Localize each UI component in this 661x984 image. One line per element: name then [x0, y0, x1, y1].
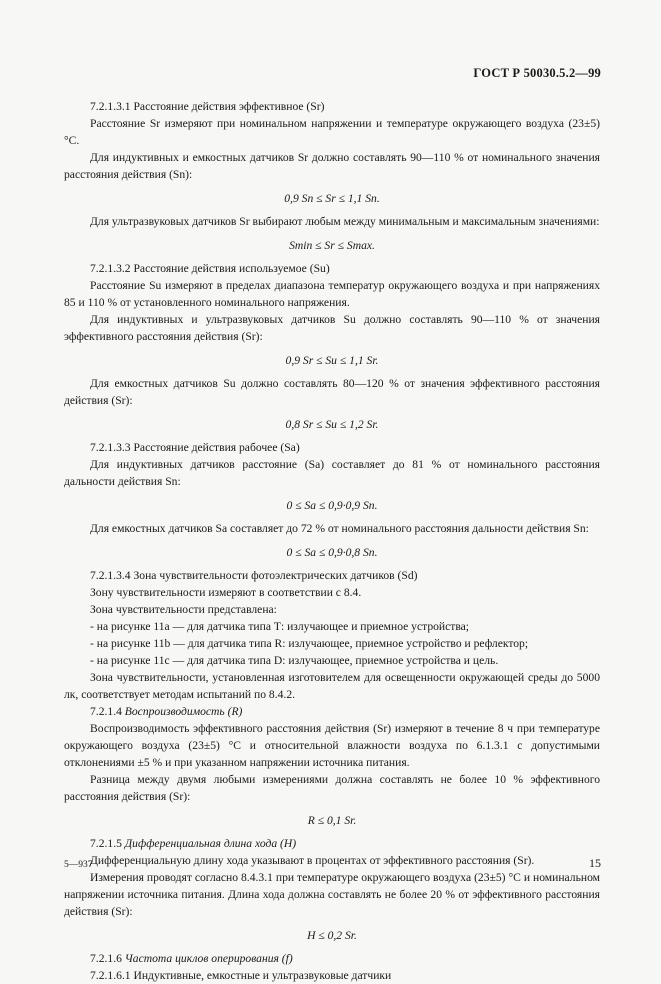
list-item: - на рисунке 11b — для датчика типа R: излучающее, приемное устройство и рефлектор;: [90, 637, 529, 650]
section-number: 7.2.1.4: [90, 705, 122, 718]
paragraph: Для индуктивных датчиков расстояние (Sa) составляет до 81 % от номинального расстояния дальности действия Sn:: [64, 458, 600, 488]
document-body: [64, 98, 600, 984]
formula: 0 ≤ Sa ≤ 0,9·0,8 Sn.: [286, 546, 378, 559]
paragraph: Зона чувствительности представлена:: [90, 603, 277, 616]
paragraph: Расстояние Sr измеряют при номинальном напряжении и температуре окружающего воздуха (23±5) °С.: [64, 117, 600, 147]
section-title: Воспроизводимость (R): [124, 705, 243, 718]
paragraph: Для емкостных датчиков Su должно составлять 80—120 % от значения эффективного расстояния действия (Sr):: [64, 377, 600, 407]
paragraph: Для индуктивных и емкостных датчиков Sr должно составлять 90—110 % от номинального значения расстояния действия (Sn):: [64, 151, 600, 181]
section-title: Дифференциальная длина хода (H): [124, 837, 297, 850]
section-title: Частота циклов оперирования (f): [124, 952, 293, 965]
paragraph: Для индуктивных и ультразвуковых датчиков Su должно составлять 90—110 % от значения эффективного расстояния действия (Sr):: [64, 313, 600, 343]
paragraph: Измерения проводят согласно 8.4.3.1 при температуре окружающего воздуха (23±5) °С и номинальном напряжении источника питания. Длина хода должна составлять не более 20 % от эффективного расстояния действия (Sr):: [64, 871, 600, 918]
section-heading-7215: [64, 835, 600, 852]
paragraph: Для ультразвуковых датчиков Sr выбирают любым между минимальным и максимальным значениями:: [90, 215, 600, 228]
formula: Smin ≤ Sr ≤ Smax.: [289, 239, 375, 252]
list-item: - на рисунке 11а — для датчика типа Т: излучающее и приемное устройства;: [90, 620, 470, 633]
list-item: - на рисунке 11с — для датчика типа D: излучающее, приемное устройства и цель.: [90, 654, 499, 667]
formula: R ≤ 0,1 Sr.: [307, 814, 357, 827]
paragraph: Разница между двумя любыми измерениями должна составлять не более 10 % эффективного расстояния действия (Sr):: [64, 773, 600, 803]
paragraph: Зону чувствительности измеряют в соответствии с 8.4.: [90, 586, 362, 599]
section-number: 7.2.1.6: [90, 952, 122, 965]
paragraph: Дифференциальную длину хода указывают в процентах от эффективного расстояния (Sr).: [90, 854, 535, 867]
formula: 0,8 Sr ≤ Su ≤ 1,2 Sr.: [285, 418, 379, 431]
section-heading-72133: 7.2.1.3.3 Расстояние действия рабочее (Sa): [90, 441, 300, 454]
section-heading-72161: 7.2.1.6.1 Индуктивные, емкостные и ультразвуковые датчики: [90, 969, 392, 982]
section-heading-7214: [64, 703, 600, 720]
formula: 0,9 Sn ≤ Sr ≤ 1,1 Sn.: [284, 192, 380, 205]
section-heading-72134: 7.2.1.3.4 Зона чувствительности фотоэлектрических датчиков (Sd): [90, 569, 418, 582]
formula: 0,9 Sr ≤ Su ≤ 1,1 Sr.: [285, 354, 379, 367]
section-number: 7.2.1.5: [90, 837, 122, 850]
page-number: 15: [589, 856, 601, 870]
paragraph: Для емкостных датчиков Sa составляет до 72 % от номинального расстояния дальности действия Sn:: [90, 522, 589, 535]
paragraph: Расстояние Su измеряют в пределах диапазона температур окружающего воздуха и при напряжениях 85 и 110 % от установленного номинального напряжения.: [64, 279, 600, 309]
section-heading-72132: 7.2.1.3.2 Расстояние действия используемое (Su): [90, 262, 330, 275]
document-id-header: ГОСТ Р 50030.5.2—99: [473, 66, 601, 80]
formula: H ≤ 0,2 Sr.: [307, 929, 357, 942]
section-heading-7216: [64, 950, 600, 967]
formula: 0 ≤ Sa ≤ 0,9·0,9 Sn.: [286, 499, 378, 512]
footer-sheet-code: 5—937: [64, 860, 93, 870]
paragraph: Воспроизводимость эффективного расстояния действия (Sr) измеряют в течение 8 ч при температуре окружающего воздуха (23±5) °С и относительной влажности воздуха по 6.1.3.1 с допустимыми отклонениями ±5 % и при указанном напряжении источника питания.: [64, 722, 600, 769]
paragraph: Зона чувствительности, установленная изготовителем для освещенности окружающей среды до 5000 лк, соответствует методам испытаний по 8.4.2.: [64, 671, 600, 701]
section-heading-72131: 7.2.1.3.1 Расстояние действия эффективное (Sr): [90, 100, 325, 113]
